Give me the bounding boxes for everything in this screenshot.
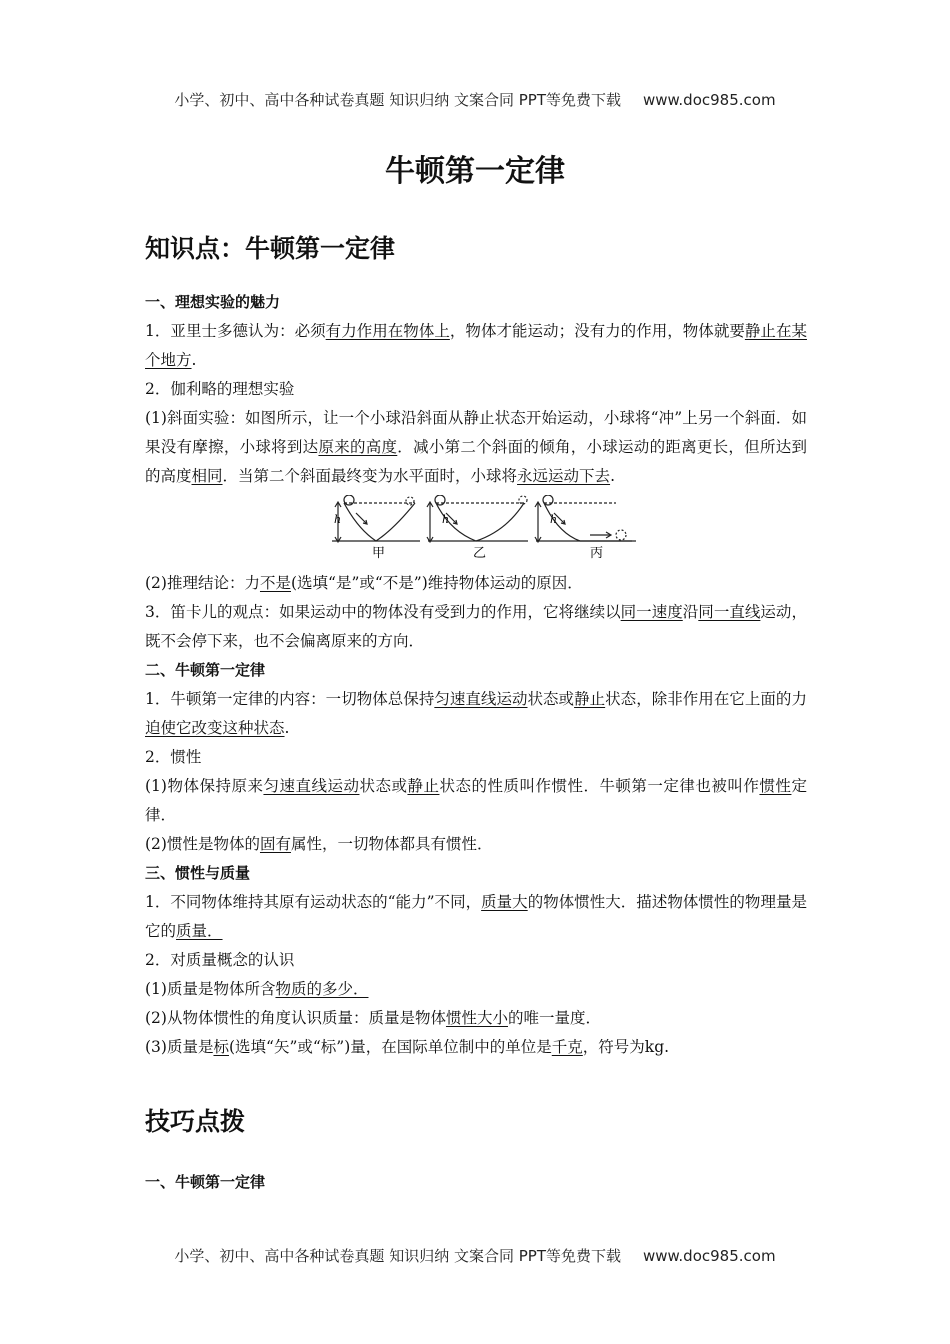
part2-p1 [145,685,807,743]
h-label: h [334,513,342,526]
text: 属性，一切物体都具有惯性． [290,835,493,853]
part3-p5 [145,1033,807,1062]
text: (2)推理结论：力 [145,574,260,592]
incline-curve [344,503,415,541]
knowledge-content [145,288,807,1062]
incline-curve [436,503,524,541]
answer: 物质的多少． [275,980,369,998]
text: ，物体才能运动；没有力的作用，物体就要 [449,322,745,340]
text: 状态，除非作用在它上面的力 [605,690,807,708]
text: (2)惯性是物体的 [145,835,260,853]
footer-site: www.doc985.com [642,1247,776,1265]
label-yi: 乙 [473,546,487,561]
part1-heading: 一、理想实验的魅力 [145,293,281,311]
text: (3)质量是 [145,1038,214,1056]
part1-p5 [145,598,807,656]
ball-dashed [406,497,414,505]
text: 1．不同物体维持其原有运动状态的“能力”不同， [145,893,482,911]
text: 的物体惯性大．描述物体惯性的物理量是它的 [145,893,807,940]
part3-p4 [145,1004,807,1033]
answer: 匀速直线运动 [434,690,528,708]
part2-p2: 2．惯性 [145,748,202,766]
answer: 永远运动下去 [517,467,611,485]
text: ，符号为kg. [582,1038,670,1056]
text: (2)从物体惯性的角度认识质量：质量是物体 [145,1009,446,1027]
part1-p2: 2．伽利略的理想实验 [145,380,295,398]
text: . [191,351,197,369]
text: 状态或 [359,777,408,795]
part1-p4 [145,569,807,598]
part2-p3 [145,772,807,830]
text: 的唯一量度． [507,1009,601,1027]
text: (选填“是”或“不是”)维持物体运动的原因． [290,574,583,592]
part3-heading: 三、惯性与质量 [145,864,251,882]
incline-curve [544,503,632,541]
part2-p4 [145,830,807,859]
motion-arrow [356,513,366,523]
label-bing: 丙 [590,546,604,561]
header-site: www.doc985.com [642,91,776,109]
text: (选填“矢”或“标”)量，在国际单位制中的单位是 [228,1038,552,1056]
answer: 迫使它改变这种状态 [145,719,285,737]
footer-text: 小学、初中、高中各种试卷真题 知识归纳 文案合同 PPT等免费下载 [174,1247,621,1265]
answer: 有力作用在物体上 [325,322,450,340]
answer: 原来的高度 [318,438,398,456]
text: 3．笛卡儿的观点：如果运动中的物体没有受到力的作用，它将继续以 [145,603,621,621]
text: 1．牛顿第一定律的内容：一切物体总保持 [145,690,435,708]
incline-figure [145,495,807,565]
part3-p3 [145,975,807,1004]
part3-p2: 2．对质量概念的认识 [145,951,295,969]
answer: 质量大 [481,893,528,911]
ball [435,495,445,505]
answer: 标 [213,1038,229,1056]
tips-heading: 一、牛顿第一定律 [145,1173,266,1191]
header-text: 小学、初中、高中各种试卷真题 知识归纳 文案合同 PPT等免费下载 [174,91,621,109]
text: 运动，既不会停下来，也不会偏离原来的方向． [145,603,807,650]
h-label: h [550,513,558,526]
page-footer [0,1245,950,1266]
text: ．当第二个斜面最终变为水平面时，小球将 [222,467,518,485]
text: (1)斜面实验：如图所示，让一个小球沿斜面从静止状态开始运动，小球将“冲”上另一个斜面．如果没有摩擦，小球将到达 [145,409,807,456]
incline-diagram [320,495,640,563]
answer: 质量． [176,922,223,940]
answer: 静止在某个地方 [145,322,807,369]
part3-p1 [145,888,807,946]
part1-p1 [145,317,807,375]
text: (1)物体保持原来 [145,777,264,795]
answer: 惯性 [759,777,792,795]
answer: 固有 [259,835,291,853]
answer: 同一直线 [698,603,761,621]
tips-content [145,1168,807,1197]
ball [543,495,553,505]
label-jia: 甲 [372,546,386,561]
panel-jia [332,495,420,542]
answer: 静止 [407,777,440,795]
part1-p3 [145,404,807,491]
answer: 相同 [191,467,223,485]
page-header [0,89,950,110]
section-heading-tips: 技巧点拨 [145,1107,246,1136]
part2-heading: 二、牛顿第一定律 [145,661,266,679]
answer: 千克 [551,1038,583,1056]
answer: 匀速直线运动 [263,777,360,795]
h-label: h [442,513,450,526]
text: 定律． [145,777,807,824]
text: . [610,467,615,485]
text: ．减小第二个斜面的倾角，小球运动的距离更长，但所达到的高度 [145,438,807,485]
answer: 不是 [259,574,291,592]
answer: 同一速度 [620,603,683,621]
text: 1．亚里士多德认为：必须 [145,322,326,340]
text: 状态或 [527,690,575,708]
text: 状态的性质叫作惯性．牛顿第一定律也被叫作 [439,777,760,795]
text: 沿 [682,603,699,621]
text: (1)质量是物体所含 [145,980,276,998]
text: . [284,719,290,737]
section-heading-knowledge: 知识点：牛顿第一定律 [145,234,396,263]
answer: 惯性大小 [445,1009,508,1027]
ball-dashed [616,530,626,540]
page-title: 牛顿第一定律 [385,154,565,189]
answer: 静止 [574,690,606,708]
